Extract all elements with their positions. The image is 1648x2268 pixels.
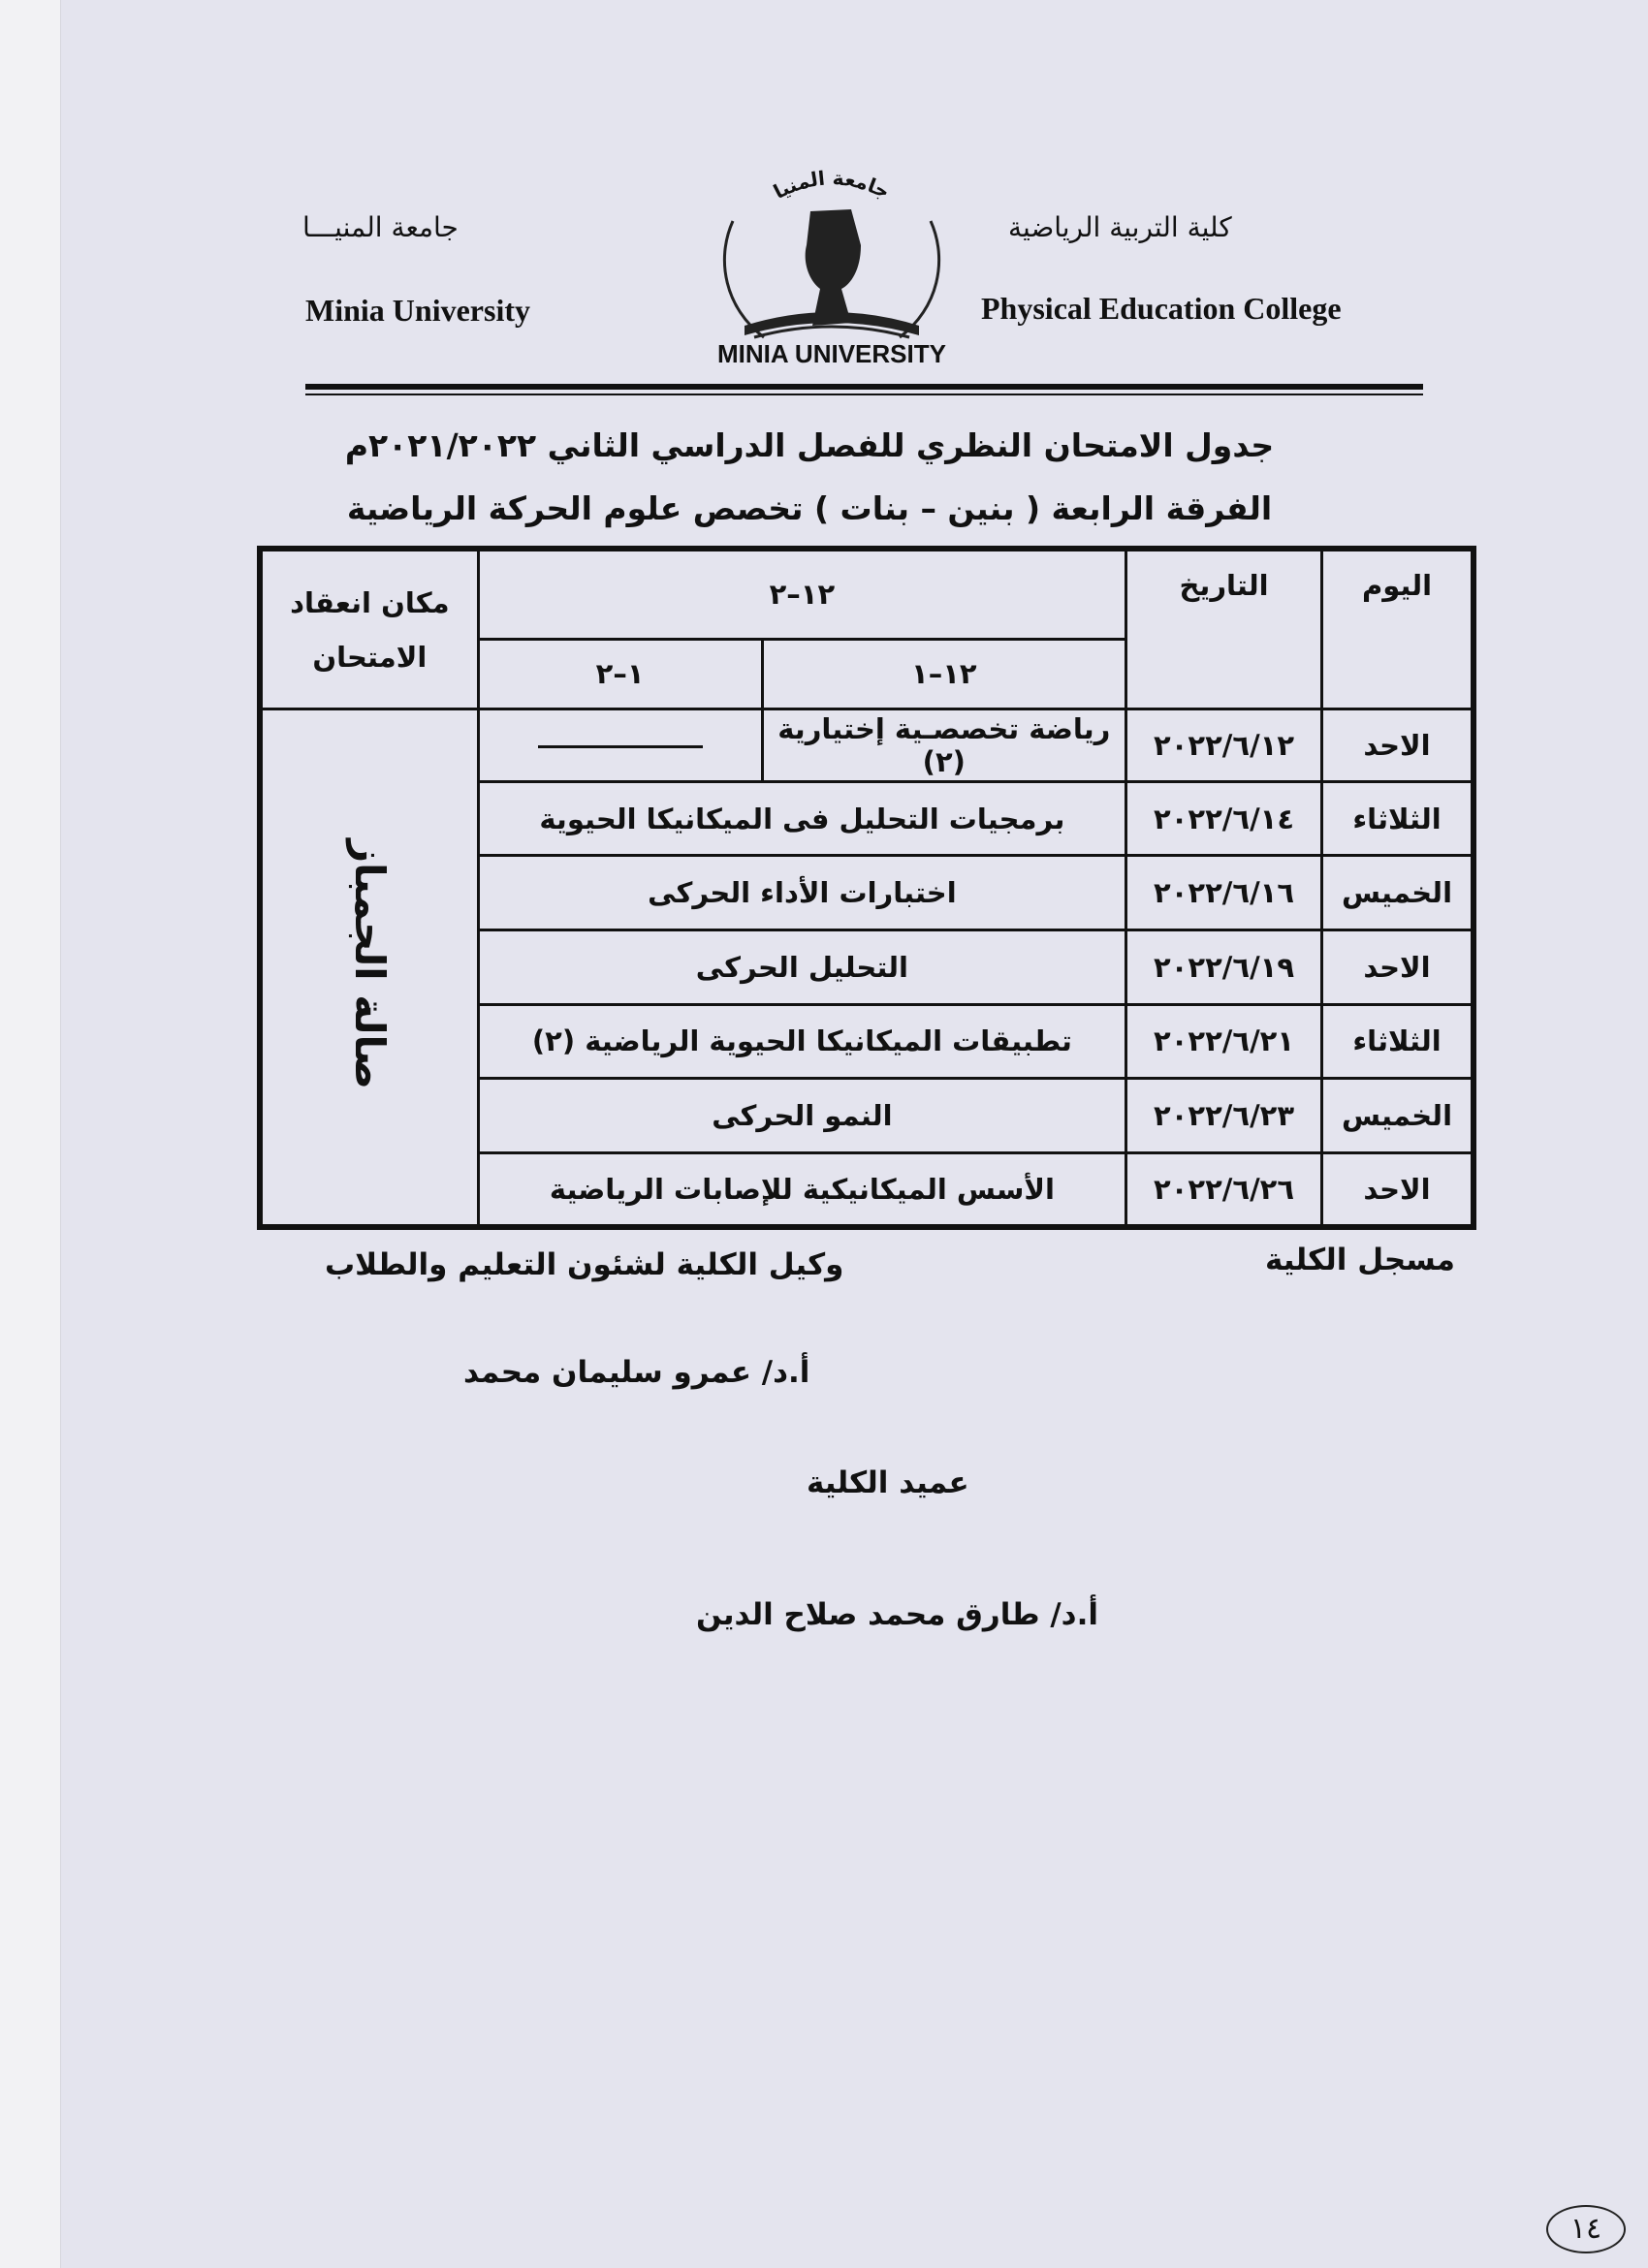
- row-date: ٢٠٢٢/٦/١٦: [1126, 856, 1322, 930]
- header-day: اليوم: [1322, 549, 1474, 709]
- header-rule-thin: [305, 394, 1423, 395]
- empty-slot-line: [538, 745, 703, 748]
- registrar-label: مسجل الكلية: [1265, 1243, 1455, 1277]
- row-date: ٢٠٢٢/٦/٢١: [1126, 1004, 1322, 1079]
- header-rule: [305, 384, 1423, 390]
- dean-label: عميد الكلية: [807, 1465, 969, 1500]
- row-day: الاحد: [1322, 929, 1474, 1004]
- dean-name: أ.د/ طارق محمد صلاح الدين: [696, 1597, 1098, 1632]
- row-date: ٢٠٢٢/٦/٢٦: [1126, 1152, 1322, 1227]
- vice-dean-name: أ.د/ عمرو سليمان محمد: [463, 1355, 810, 1390]
- row-subject-b: [478, 709, 762, 782]
- row-day: الثلاثاء: [1322, 781, 1474, 856]
- college-name-en: Physical Education College: [981, 291, 1342, 326]
- row-day: الاحد: [1322, 709, 1474, 782]
- row-subject: اختبارات الأداء الحركى: [478, 856, 1125, 930]
- row-day: الثلاثاء: [1322, 1004, 1474, 1079]
- row-day: الخميس: [1322, 856, 1474, 930]
- university-name-en: Minia University: [305, 293, 530, 328]
- row-day: الاحد: [1322, 1152, 1474, 1227]
- row-subject: التحليل الحركى: [478, 929, 1125, 1004]
- row-date: ٢٠٢٢/٦/٢٣: [1126, 1079, 1322, 1153]
- scan-margin: [0, 0, 61, 2268]
- college-name-ar: كلية التربية الرياضية: [1008, 211, 1232, 243]
- logo-arc-text: جامعة المنيا: [769, 166, 894, 204]
- header-date: التاريخ: [1126, 549, 1322, 709]
- schedule-subtitle: الفرقة الرابعة ( بنين – بنات ) تخصص علوم الحركة الرياضية: [346, 489, 1273, 527]
- page-number: ١٤: [1546, 2205, 1626, 2253]
- row-subject: الأسس الميكانيكية للإصابات الرياضية: [478, 1152, 1125, 1227]
- venue-value: صالة الجمباز: [345, 838, 394, 1089]
- row-subject-a: رياضة تخصصـية إختيارية (٢): [762, 709, 1126, 782]
- exam-schedule-table: [257, 546, 1476, 1230]
- header-time-main: ١٢–٢: [478, 549, 1125, 639]
- row-date: ٢٠٢٢/٦/١٩: [1126, 929, 1322, 1004]
- schedule-title: جدول الامتحان النظري للفصل الدراسي الثاني ٢٠٢١/٢٠٢٢م: [344, 426, 1275, 464]
- row-subject: تطبيقات الميكانيكا الحيوية الرياضية (٢): [478, 1004, 1125, 1079]
- svg-text:جامعة المنيا: [770, 166, 894, 204]
- row-date: ٢٠٢٢/٦/١٢: [1126, 709, 1322, 782]
- venue-cell: [260, 709, 478, 1227]
- logo-caption: MINIA UNIVERSITY: [717, 339, 946, 368]
- row-subject: برمجيات التحليل فى الميكانيكا الحيوية: [478, 781, 1125, 856]
- header-time-a: ١٢–١: [762, 639, 1126, 709]
- header-time-b: ١–٢: [478, 639, 762, 709]
- row-subject: النمو الحركى: [478, 1079, 1125, 1153]
- university-name-ar: جامعة المنيـــا: [302, 211, 459, 243]
- table-row: [260, 709, 1474, 782]
- row-day: الخميس: [1322, 1079, 1474, 1153]
- row-date: ٢٠٢٢/٦/١٤: [1126, 781, 1322, 856]
- vice-dean-label: وكيل الكلية لشئون التعليم والطلاب: [325, 1247, 844, 1282]
- header-venue: مكان انعقاد الامتحان: [260, 549, 478, 709]
